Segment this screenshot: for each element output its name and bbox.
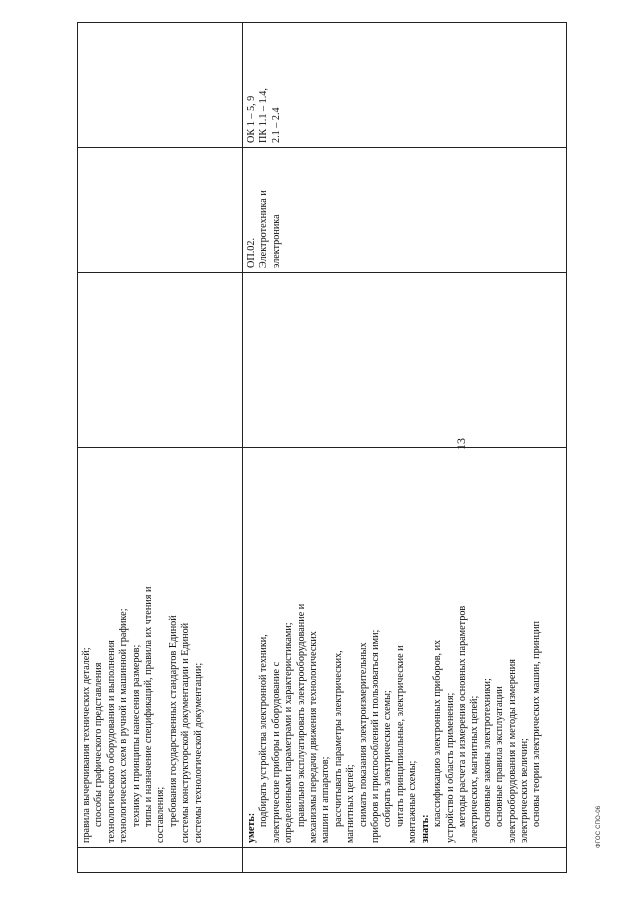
text-line: классификацию электронных приборов, их (432, 639, 444, 827)
text-line: методы расчета и измерения основных параметров (456, 605, 468, 827)
text-line: электрических величин; (518, 738, 530, 843)
table-row (243, 23, 567, 873)
text-line: технологических схем в ручной и машинной графике; (118, 608, 130, 843)
competencies-cell (78, 23, 243, 148)
hours-cell (243, 273, 567, 448)
text-line: технику и принципы нанесения размеров; (130, 644, 142, 827)
hours-cell (78, 273, 243, 448)
text-line: подбирать устройства электронной техники, (258, 634, 270, 827)
text-line: основы теории электрических машин, принцип (531, 621, 543, 827)
text-line: электрооборудования и методы измерения (506, 659, 518, 843)
text-line: основные правила эксплуатации (494, 686, 506, 827)
text-line: технологического оборудования и выполнения (105, 640, 117, 843)
text-line: собирать электрические схемы; (382, 690, 394, 827)
text-line: составления; (155, 786, 167, 843)
index-cell (243, 848, 567, 873)
text-line: рассчитывать параметры электрических, (332, 650, 344, 827)
rotated-table-container (77, 23, 567, 873)
text-line: устройство и область применения; (444, 692, 456, 843)
umet-label: уметь: (246, 812, 257, 843)
text-line: монтажные схемы; (407, 760, 419, 843)
table-row (78, 23, 243, 873)
text-line: системы технологической документации; (192, 662, 204, 843)
text-line: типы и назначение спецификаций, правила их чтения и (143, 586, 155, 827)
text-line: электрических, магнитных цепей; (469, 695, 481, 843)
discipline-cell (243, 148, 567, 273)
znat-label: знать: (419, 814, 431, 843)
text-line: машин и аппаратов; (320, 756, 332, 843)
competencies-cell (243, 23, 567, 148)
text-line: читать принципиальные, электрические и (394, 645, 406, 827)
text-line: правила вычерчивания технических деталей; (81, 647, 92, 843)
discipline-name: Электротехника и (258, 190, 270, 268)
text-line: электрические приборы и оборудование с (270, 661, 282, 843)
curriculum-table (77, 22, 567, 873)
text-line: магнитных цепей; (345, 764, 357, 843)
discipline-cell (78, 148, 243, 273)
knowledge-cell (78, 448, 243, 848)
text-line: системы конструкторской документации и Единой (180, 622, 192, 843)
knowledge-cell (243, 448, 567, 848)
text-line: способы графического представления (93, 662, 105, 827)
text-line: правильно эксплуатировать электрооборудование и (295, 603, 307, 827)
page-number: 13 (454, 438, 468, 450)
text-line: снимать показания электроизмерительных (357, 642, 369, 827)
competency-line: ПК 1.1 – 1.4, (258, 88, 270, 143)
text-line: основные законы электротехники; (481, 678, 493, 827)
text-line: требования государственных стандартов Единой (167, 615, 179, 827)
discipline-name: электроника (270, 214, 282, 268)
footer-mark: ФГОС СПО-06 (596, 805, 602, 848)
text-line: приборов и приспособлений и пользоваться ими; (370, 629, 382, 843)
competency-line: 2.1 – 2.4 (270, 107, 282, 143)
index-cell (78, 848, 243, 873)
text-line: определенными параметрами и характеристиками; (283, 622, 295, 843)
text-line: механизмы передачи движения технологических (308, 631, 320, 843)
competency-line: ОК 1 – 5, 9 (246, 95, 257, 143)
discipline-code: ОП.02. (246, 238, 257, 268)
